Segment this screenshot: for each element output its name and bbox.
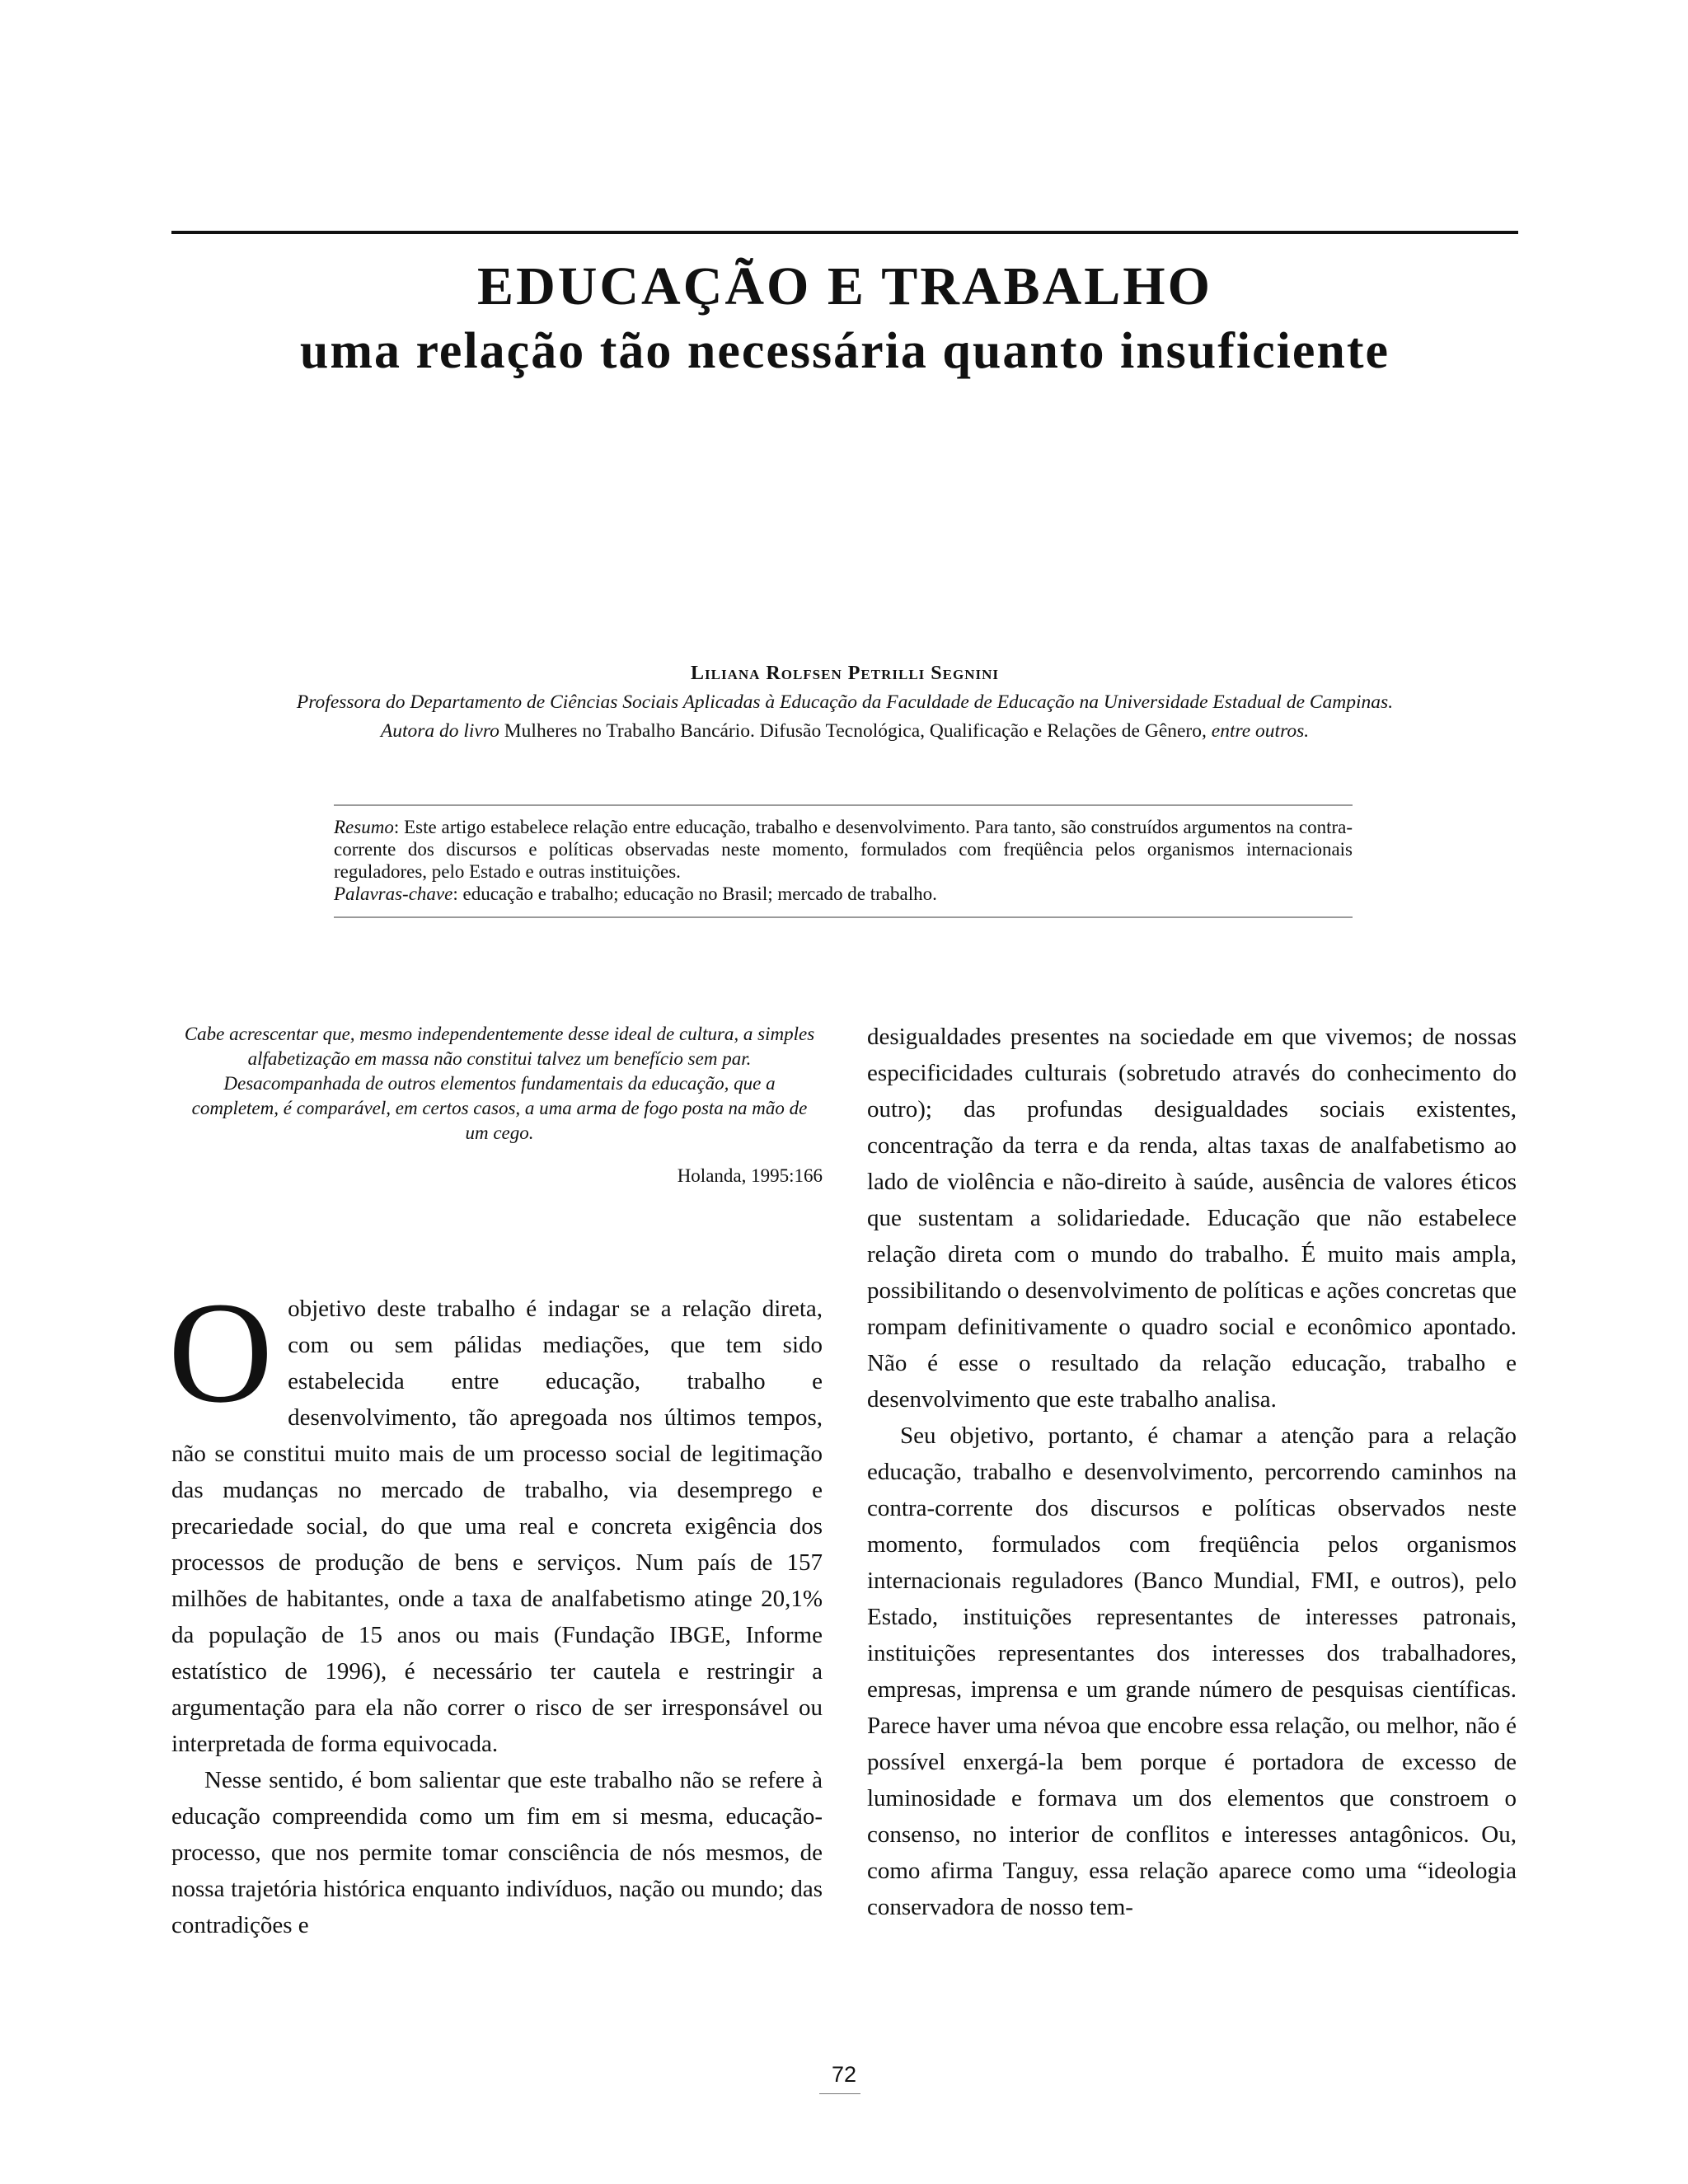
author-books-prefix: Autora do livro [380,720,499,742]
body-paragraph-3: Seu objetivo, portanto, é chamar a atenção para a relação educação, trabalho e desenvolvimento, percorrendo caminhos na contra-corrente dos discursos e políticas observados neste momento, formulados com freqüência pelos organismos internacionais reguladores (Banco Mundial, FMI, e outros), pelo Estado, instituições representantes de interesses patronais, instituições representantes dos interesses dos trabalhadores, empresas, imprensa e um grande número de pesquisas científicas. Parece haver uma névoa que encobre essa relação, ou melhor, não é possível enxergá-la bem porque é portadora de excesso de luminosidade e formava um dos elementos que constroem o consenso, no interior de conflitos e interesses antagônicos. Ou, como afirma Tanguy, essa relação aparece como uma “ideologia conservadora de nosso tem- [867,1422,1517,1920]
keywords-label: Palavras-chave [334,883,453,904]
resumo-text: : Este artigo estabelece relação entre educação, trabalho e desenvolvimento. Para tanto, são construídos argumentos na contra-corrente dos discursos e políticas observadas neste momento, formulados com freqüência pelos organismos internacionais reguladores, pelo Estado e outras instituições. [334,817,1353,882]
page-number-underline [819,2093,860,2094]
top-rule [171,231,1518,234]
abstract-keywords [334,883,1353,905]
abstract-bottom-rule [334,916,1353,918]
article-subtitle: uma relação tão necessária quanto insuficiente [299,323,1390,379]
body-paragraph-1-text: objetivo deste trabalho é indagar se a relação direta, com ou sem pálidas mediações, que tem sido estabelecida entre educação, trabalho e desenvolvimento, tão apregoada nos últimos tempos, não se constitui muito mais de um processo social de legitimação das mudanças no mercado de trabalho, via desemprego e precariedade social, do que uma real e concreta exigência dos processos de produção de bens e serviços. Num país de 157 milhões de habitantes, onde a taxa de analfabetismo atinge 20,1% da população de 15 anos ou mais (Fundação IBGE, Informe estatístico de 1996), é necessário ter cautela e restringir a argumentação para ela não correr o risco de ser irresponsável ou interpretada de forma equivocada. [171,1296,823,1757]
keywords-text: : educação e trabalho; educação no Brasil; mercado de trabalho. [452,883,937,904]
right-column [867,1019,1517,1925]
author-books-line [171,717,1518,746]
epigraph-citation: Holanda, 1995:166 [677,1165,823,1186]
body-paragraph-2: Nesse sentido, é bom salientar que este trabalho não se refere à educação compreendida como um fim em si mesma, educação-processo, que nos permite tomar consciência de nós mesmos, de nossa trajetória histórica enquanto indivíduos, nação ou mundo; das contradições e [171,1767,823,1938]
author-affiliation: Professora do Departamento de Ciências Sociais Aplicadas à Educação da Faculdade de Educação na Universidade Estadual de Campinas. [296,691,1394,713]
abstract-box [334,804,1353,918]
left-column [168,1022,823,1943]
article-title: EDUCAÇÃO E TRABALHO [477,256,1212,316]
page-number: 72 [831,2062,857,2087]
resumo-label: Resumo [334,817,394,837]
abstract-text [334,806,1353,916]
body-paragraph-2-continued: desigualdades presentes na sociedade em que vivemos; de nossas especificidades culturais (sobretudo através do conhecimento do outro); das profundas desigualdades sociais existentes, concentração da terra e da renda, altas taxas de analfabetismo ao lado de violência e não-direito à saúde, ausência de valores éticos que sustentam a solidariedade. Educação que não estabelece relação direta com o mundo do trabalho. É muito mais ampla, possibilitando o desenvolvimento de políticas e ações concretas que rompam definitivamente o quadro social e econômico apontado. Não é esse o resultado da relação educação, trabalho e desenvolvimento que este trabalho analisa. [867,1024,1517,1413]
author-block [171,659,1518,746]
abstract-resumo [334,816,1353,883]
body-paragraph-1 [168,1272,823,1762]
left-body [168,1272,823,1943]
author-name: Liliana Rolfsen Petrilli Segnini [691,663,999,684]
author-books-titles: Mulheres no Trabalho Bancário. Difusão Tecnológica, Qualificação e Relações de Gênero [504,720,1203,742]
author-books-suffix: , entre outros. [1202,720,1310,742]
drop-cap: O [168,1272,274,1433]
epigraph-quote: Cabe acrescentar que, mesmo independentemente desse ideal de cultura, a simples alfabetização em massa não constitui talvez um benefício sem par. Desacompanhada de outros elementos fundamentais da educação, que a completem, é comparável, em certos casos, a uma arma de fogo posta na mão de um cego. [184,1024,815,1143]
